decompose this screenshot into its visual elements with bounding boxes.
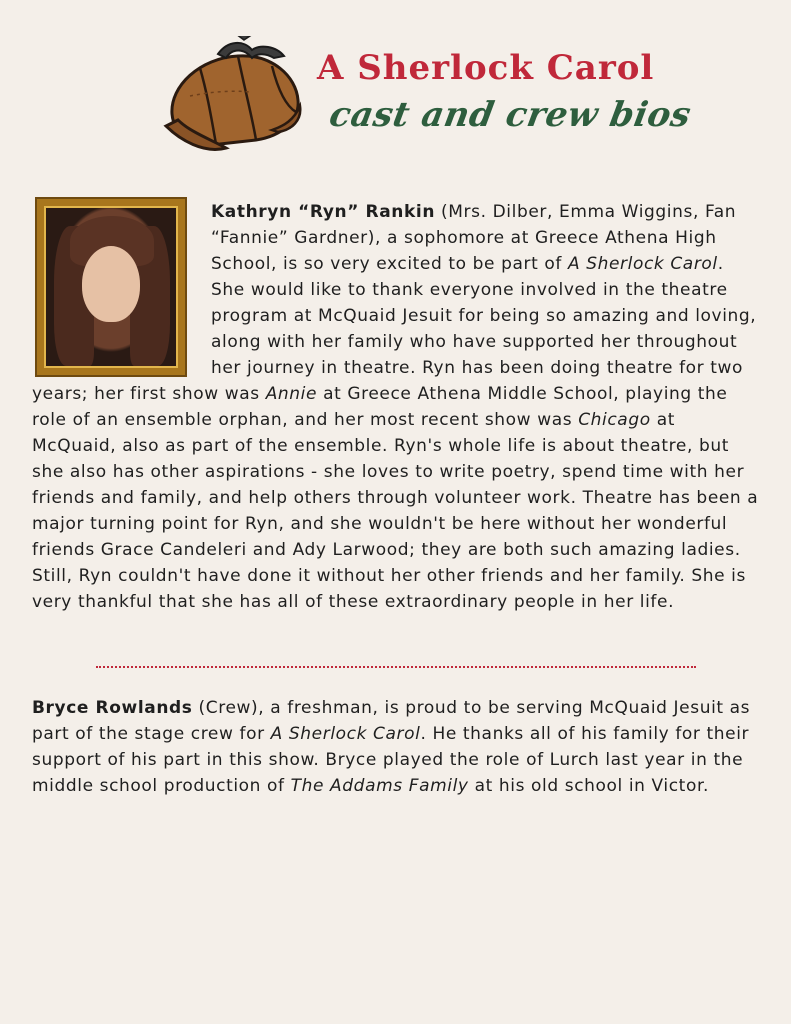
bio-bryce-rowlands — [32, 695, 762, 799]
bio-text: (Crew), a freshman, is proud to be serving McQuaid Jesuit as part of the stage crew for — [32, 698, 751, 744]
show-title: The Addams Family — [290, 776, 469, 796]
show-title: A Sherlock Carol — [270, 724, 421, 744]
show-title: Annie — [265, 384, 318, 404]
bio-text: at McQuaid, also as part of the ensemble. Ryn's whole life is about theatre, but she also has other aspirations - she loves to write poetry, spend time with her friends and family, and help others through volunteer work. Theatre has been a major turning point for Ryn, and she wouldn't be here without her wonderful friends Grace Candeleri and Ady Larwood; they are both such amazing ladies. Still, Ryn couldn't have done it without her other friends and her family. She is very thankful that she has all of these extraordinary people in her life. — [32, 410, 759, 612]
show-title: Chicago — [578, 410, 651, 430]
page-title: A Sherlock Carol — [317, 48, 655, 88]
bio-name: Kathryn “Ryn” Rankin — [211, 202, 436, 222]
section-divider — [96, 666, 696, 668]
bio-text: at his old school in Victor. — [468, 776, 709, 796]
page-header — [0, 0, 791, 170]
page-subtitle: cast and crew bios — [326, 95, 695, 135]
bio-text: at Greece Athena Middle School, playing the role of an ensemble orphan, and her most recent show was — [32, 384, 728, 430]
headshot-photo — [37, 199, 185, 375]
bio-kathryn-rankin — [32, 199, 762, 615]
bio-text: . She would like to thank everyone involved in the theatre program at McQuaid Jesuit for being so amazing and loving, along with her family who have supported her throughout her journey in theatre. Ryn has been doing theatre for two years; her first show was — [32, 254, 757, 404]
bio-text: . He thanks all of his family for their support of his part in this show. Bryce played the role of Lurch last year in the middle school production of — [32, 724, 750, 796]
deerstalker-hat-icon — [160, 36, 305, 154]
show-title: A Sherlock Carol — [567, 254, 718, 274]
bio-text: (Mrs. Dilber, Emma Wiggins, Fan “Fannie” Gardner), a sophomore at Greece Athena High School, is so very excited to be part of — [211, 202, 737, 274]
bio-name: Bryce Rowlands — [32, 698, 193, 718]
